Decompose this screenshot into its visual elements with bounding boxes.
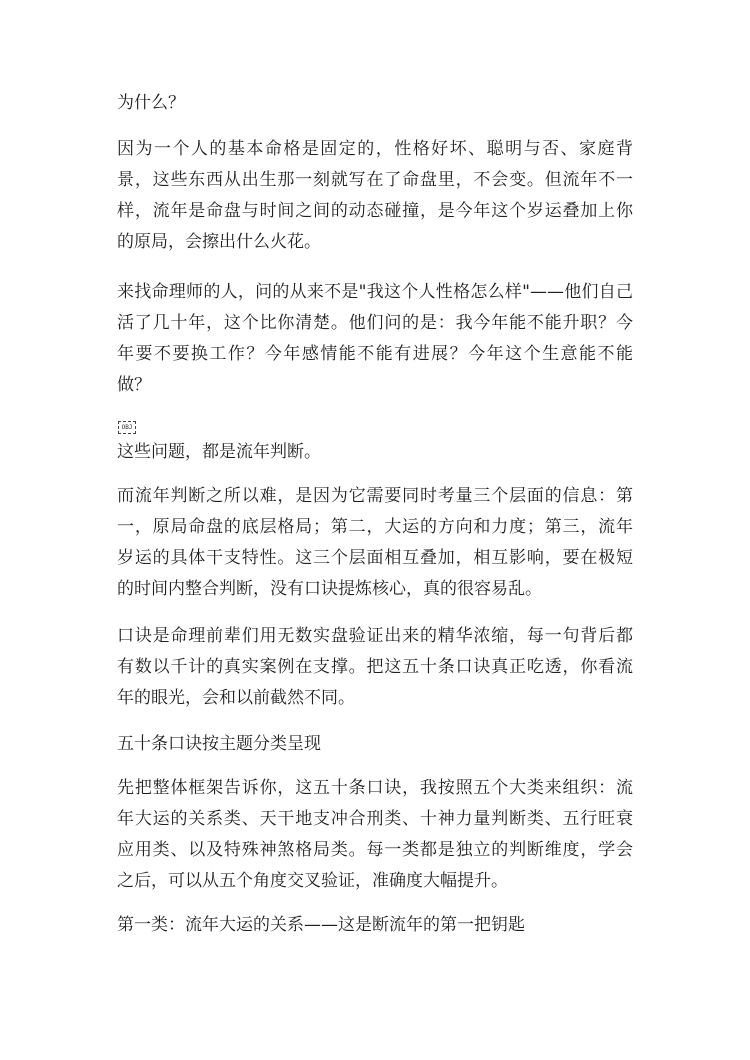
text-line: 因为一个人的基本命格是固定的，性格好坏、聪明与否、家庭背 — [117, 139, 633, 159]
category-heading — [117, 910, 633, 941]
text-line: 年的眼光，会和以前截然不同。 — [117, 688, 355, 708]
paragraph-three-levels — [117, 481, 633, 605]
text-line: 景，这些东西从出生那一刻就写在了命盘里，不会变。但流年不一 — [117, 170, 633, 190]
paragraph-framework — [117, 773, 633, 897]
question-heading — [117, 88, 633, 119]
text-line: 的时间内整合判断，没有口诀提炼核心，真的很容易乱。 — [117, 579, 542, 599]
text-line: 有数以千计的真实案例在支撑。把这五十条口诀真正吃透，你看流 — [117, 657, 633, 677]
text-line: 这些问题，都是流年判断。 — [117, 442, 321, 462]
text-line: 五十条口诀按主题分类呈现 — [117, 734, 321, 754]
text-line: 之后，可以从五个角度交叉验证，准确度大幅提升。 — [117, 871, 508, 891]
paragraph-fixed-destiny — [117, 134, 633, 258]
text-line: 年大运的关系类、天干地支冲合刑类、十神力量判断类、五行旺衰 — [117, 809, 633, 829]
text-line: 为什么？ — [117, 93, 185, 113]
text-line: 口诀是命理前辈们用无数实盘验证出来的精华浓缩，每一句背后都 — [117, 626, 633, 646]
text-line: 第一类：流年大运的关系——这是断流年的第一把钥匙 — [117, 915, 525, 935]
text-line: 做？ — [117, 375, 151, 395]
paragraph-client-questions — [117, 277, 633, 401]
text-line: 而流年判断之所以难，是因为它需要同时考量三个层面的信息：第 — [117, 486, 633, 506]
text-line: 样，流年是命盘与时间之间的动态碰撞，是今年这个岁运叠加上你 — [117, 201, 633, 221]
text-line: 先把整体框架告诉你，这五十条口诀，我按照五个大类来组织：流 — [117, 778, 633, 798]
text-line: 一，原局命盘的底层格局；第二，大运的方向和力度；第三，流年 — [117, 517, 633, 537]
text-line: 的原局，会擦出什么火花。 — [117, 232, 321, 252]
text-line: 活了几十年，这个比你清楚。他们问的是：我今年能不能升职？今 — [117, 313, 633, 333]
section-heading — [117, 729, 633, 760]
text-line: 年要不要换工作？今年感情能不能有进展？今年这个生意能不能 — [117, 344, 633, 364]
text-line: 应用类、以及特殊神煞格局类。每一类都是独立的判断维度，学会 — [117, 840, 633, 860]
object-placeholder-icon: OBJ — [118, 421, 136, 434]
paragraph-annual-judgment — [117, 437, 633, 468]
text-line: 岁运的具体干支特性。这三个层面相互叠加，相互影响，要在极短 — [117, 548, 633, 568]
paragraph-formula-essence — [117, 621, 633, 714]
text-line: 来找命理师的人，问的从来不是"我这个人性格怎么样"——他们自己 — [117, 282, 633, 302]
